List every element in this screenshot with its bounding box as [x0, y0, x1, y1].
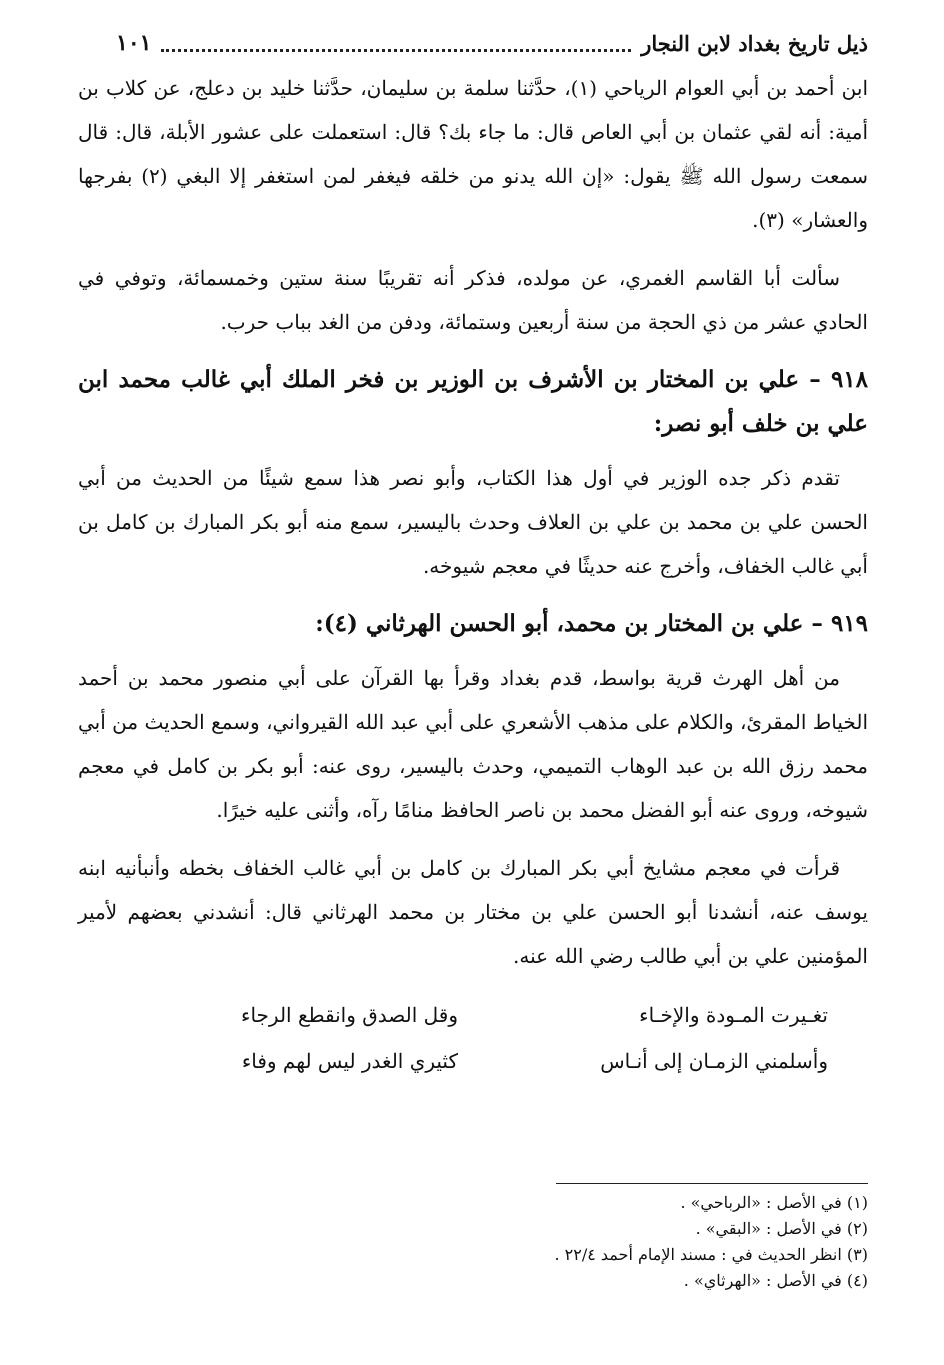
running-header: [116, 28, 868, 58]
poem-verse: [78, 1038, 868, 1084]
footnotes: [78, 1183, 868, 1294]
footnote-1: (١) في الأصل : «الرباحي» .: [680, 1193, 868, 1212]
dotted-leader: [161, 35, 631, 52]
page-number: ١٠١: [116, 30, 152, 56]
footnote-4: (٤) في الأصل : «الهرثاي» .: [683, 1271, 868, 1290]
verse-second-hemistich: وقل الصدق وانقطع الرجاء: [241, 1003, 458, 1027]
paragraph-entry-918: تقدم ذكر جده الوزير في أول هذا الكتاب، وأبو نصر هذا سمع شيئًا من الحديث من أبي الحسن علي بن محمد بن علي بن العلاف وحدث باليسير، سمع منه أبو بكر المبارك بن كامل بن أبي غالب الخفاف، وأخرج عنه حديثًا في معجم شيوخه.: [78, 466, 868, 578]
footnote-rule: [556, 1183, 868, 1184]
verse-first-hemistich: وأسلمني الزمـان إلى أنـاس: [600, 1049, 828, 1073]
footnote-3: (٣) انظر الحديث في : مسند الإمام أحمد ٢٢/٤ .: [554, 1245, 868, 1264]
paragraph-continuation: ابن أحمد بن أبي العوام الرياحي (١)، حدَّثنا سلمة بن سليمان، حدَّثنا خليد بن دعلج، عن كلاب بن أمية: أنه لقي عثمان بن أبي العاص قال: ما جاء بك؟ قال: استعملت على عشور الأبلة، قال: قال سمعت رسول الله ﷺ يقول: «إن الله يدنو من خلقه فيغفر لمن استغفر إلا البغي (٢) بفرجها والعشار» (٣).: [78, 76, 869, 232]
poem: [78, 992, 868, 1084]
footnote-2: (٢) في الأصل : «البقي» .: [695, 1219, 868, 1238]
paragraph-birth-death: سألت أبا القاسم الغمري، عن مولده، فذكر أنه تقريبًا سنة ستين وخمسمائة، وتوفي في الحادي عشر من ذي الحجة من سنة أربعين وستمائة، ودفن من الغد بباب حرب.: [78, 266, 868, 334]
paragraph-poem-intro: قرأت في معجم مشايخ أبي بكر المبارك بن كامل بن أبي غالب الخفاف بخطه وأنبأنيه ابنه يوسف عنه، أنشدنا أبو الحسن علي بن مختار بن محمد الهرثاني قال: أنشدني بعضهم لأمير المؤمنين علي بن أبي طالب رضي الله عنه.: [78, 856, 868, 968]
paragraph-entry-919: من أهل الهرث قرية بواسط، قدم بغداد وقرأ بها القرآن على أبي منصور محمد بن أحمد الخياط المقرئ، والكلام على مذهب الأشعري على أبي عبد الله القيرواني، وسمع الحديث من أبي محمد رزق الله بن عبد الوهاب التميمي، وحدث باليسير، روى عنه: أبو بكر بن كامل في معجم شيوخه، وروى عنه أبو الفضل محمد بن ناصر الحافظ منامًا رآه، وأثنى عليه خيرًا.: [78, 666, 868, 822]
poem-verse: [78, 992, 868, 1038]
verse-second-hemistich: كثيري الغدر ليس لهم وفاء: [241, 1049, 458, 1073]
entry-heading-918: ٩١٨ – علي بن المختار بن الأشرف بن الوزير بن فخر الملك أبي غالب محمد ابن علي بن خلف أبو نصر:: [78, 366, 868, 437]
running-title: ذيل تاريخ بغداد لابن النجار: [641, 30, 868, 56]
main-text: [78, 66, 868, 1084]
entry-heading-919: ٩١٩ – علي بن المختار بن محمد، أبو الحسن الهرثاني (٤):: [315, 610, 868, 637]
verse-first-hemistich: تغـيرت المـودة والإخـاء: [639, 1003, 828, 1027]
